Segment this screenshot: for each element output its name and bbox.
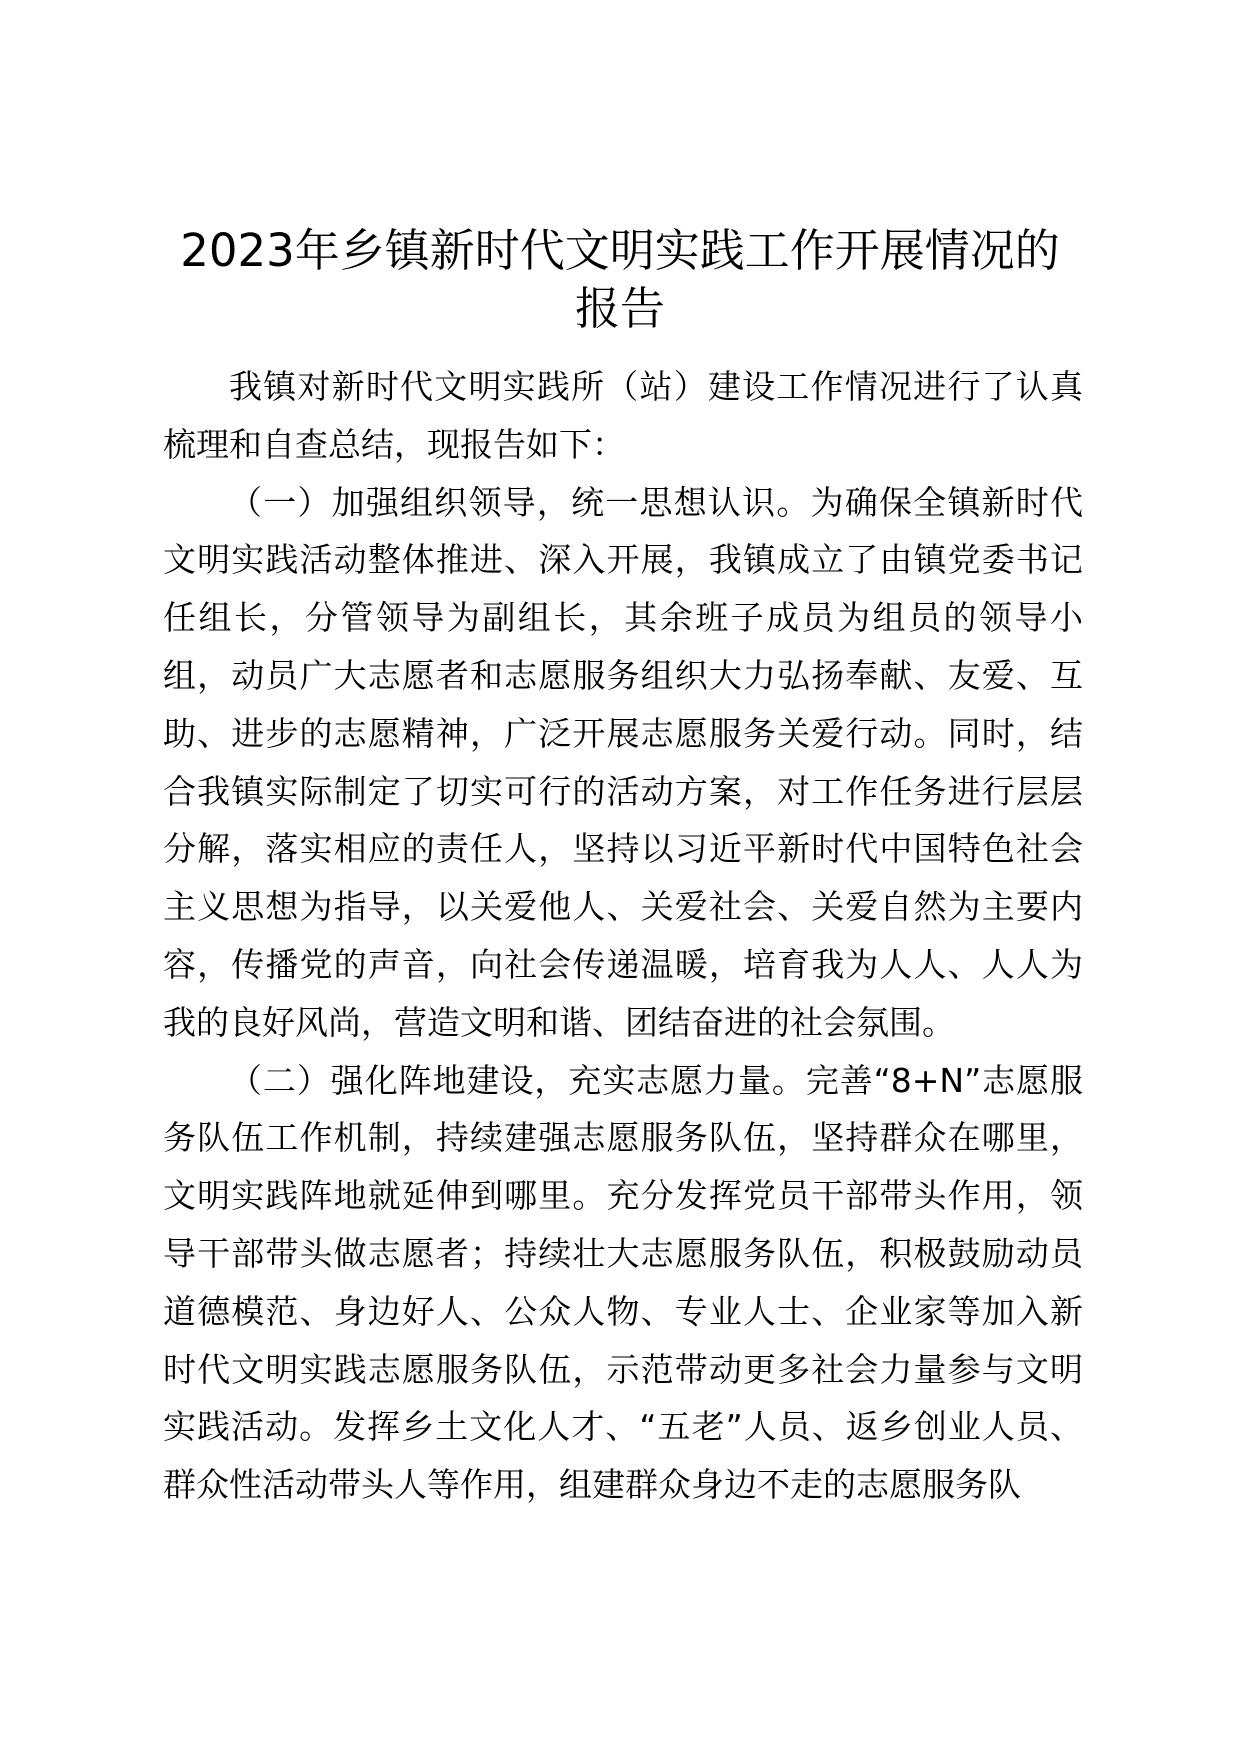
paragraph-section-2: （二）强化阵地建设，充实志愿力量。完善“8+N”志愿服务队伍工作机制，持续建强志愿服务队伍，坚持群众在哪里，文明实践阵地就延伸到哪里。充分发挥党员干部带头作用，领导干部带头做志愿者；持续壮大志愿服务队伍，积极鼓励动员道德模范、身边好人、公众人物、专业人士、企业家等加入新时代文明实践志愿服务队伍，示范带动更多社会力量参与文明实践活动。发挥乡土文化人才、“五老”人员、返乡创业人员、群众性活动带头人等作用，组建群众身边不走的志愿服务队 xyxy=(163,1060,1083,1505)
document-title: 2023年乡镇新时代文明实践工作开展情况的报告 xyxy=(180,224,1060,335)
document-body xyxy=(163,358,1083,1514)
paragraph-intro: 我镇对新时代文明实践所（站）建设工作情况进行了认真梳理和自查总结，现报告如下： xyxy=(163,367,1083,464)
paragraph-section-1: （一）加强组织领导，统一思想认识。为确保全镇新时代文明实践活动整体推进、深入开展，我镇成立了由镇党委书记任组长，分管领导为副组长，其余班子成员为组员的领导小组，动员广大志愿者和志愿服务组织大力弘扬奉献、友爱、互助、进步的志愿精神，广泛开展志愿服务关爱行动。同时，结合我镇实际制定了切实可行的活动方案，对工作任务进行层层分解，落实相应的责任人，坚持以习近平新时代中国特色社会主义思想为指导，以关爱他人、关爱社会、关爱自然为主要内容，传播党的声音，向社会传递温暖，培育我为人人、人人为我的良好风尚，营造文明和谐、团结奋进的社会氛围。 xyxy=(163,482,1083,1042)
